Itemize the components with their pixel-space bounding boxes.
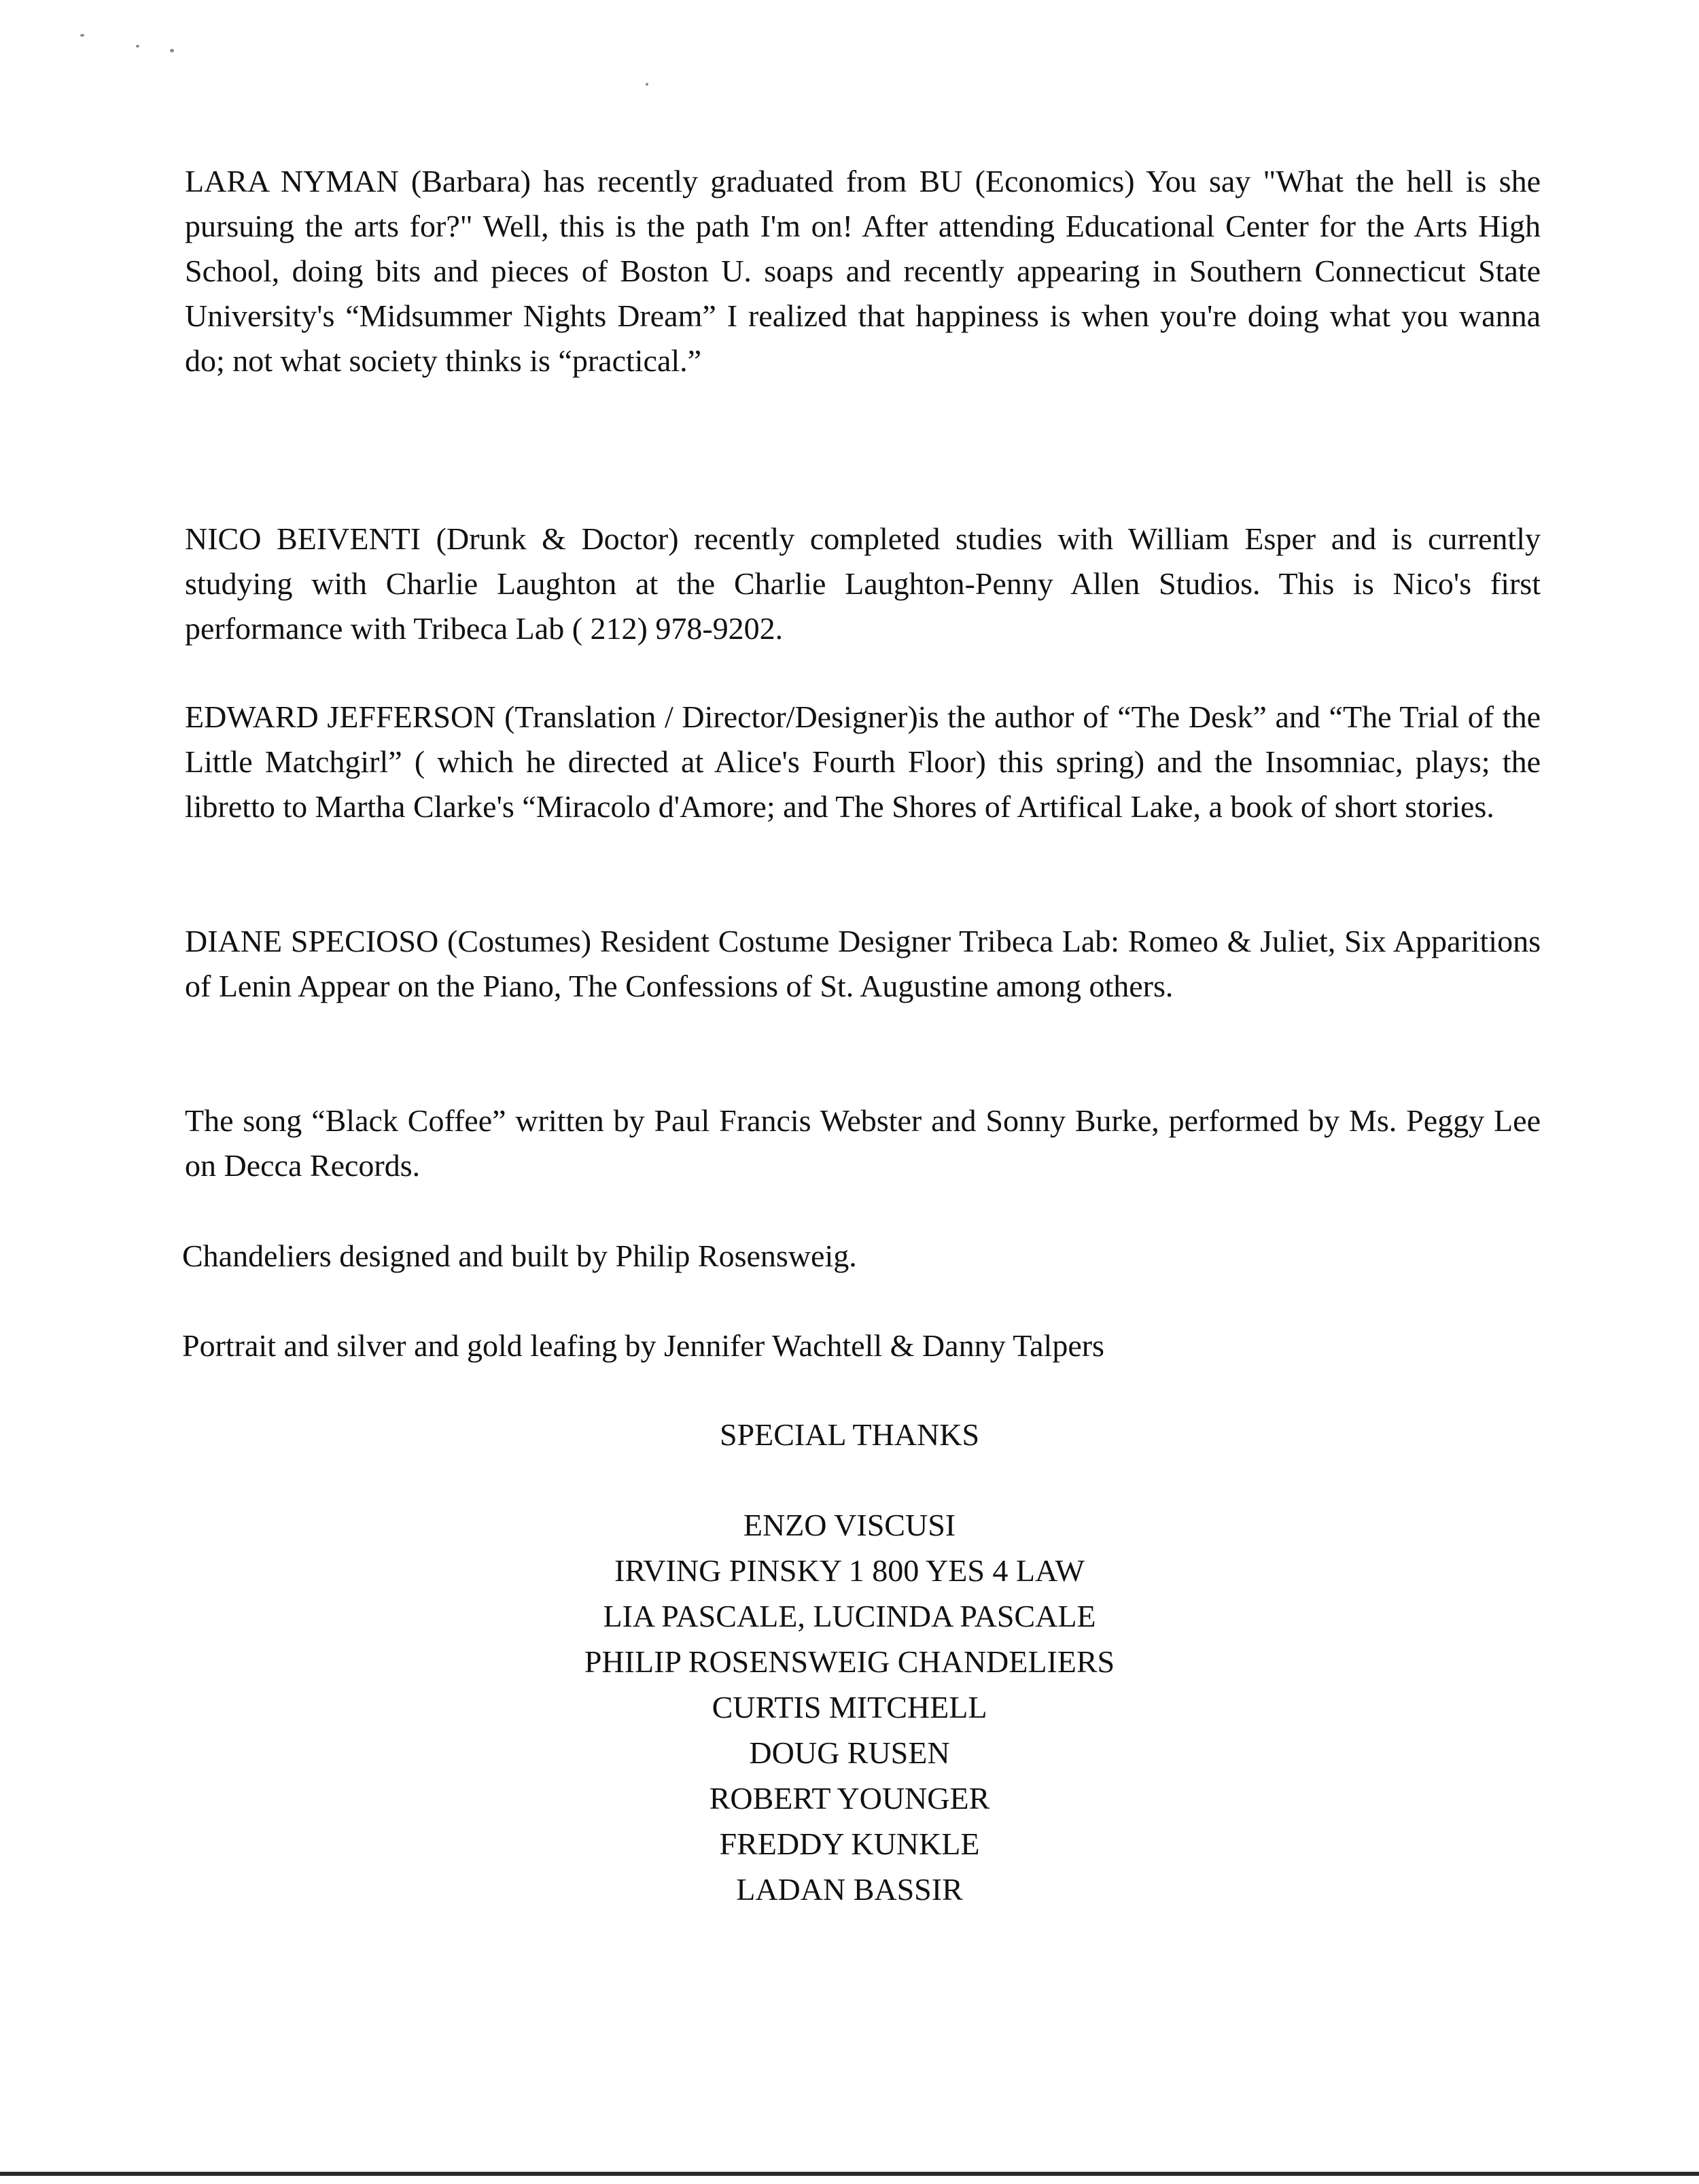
thanks-name: LADAN BASSIR <box>736 1872 963 1907</box>
bio-edward-jefferson: EDWARD JEFFERSON (Translation / Director/Designer)is the author of “The Desk” and “The Trial of the Little Matchgirl” ( which he directed at Alice's Fourth Floor) this spring) and the Insomniac, plays; the libretto to Martha Clarke's “Miracolo d'Amore; and The Shores of Artifical Lake, a book of short stories. <box>185 699 1541 824</box>
scan-speck <box>80 34 84 37</box>
bio-diane-specioso: DIANE SPECIOSO (Costumes) Resident Costume Designer Tribeca Lab: Romeo & Juliet, Six Apparitions of Lenin Appear on the Piano, The Confessions of St. Augustine among others. <box>185 924 1541 1003</box>
thanks-name: PHILIP ROSENSWEIG CHANDELIERS <box>584 1644 1115 1679</box>
credit-portrait: Portrait and silver and gold leafing by Jennifer Wachtell & Danny Talpers <box>182 1328 1104 1363</box>
thanks-name: ROBERT YOUNGER <box>709 1781 990 1816</box>
thanks-name: IRVING PINSKY 1 800 YES 4 LAW <box>614 1553 1085 1588</box>
special-thanks-list <box>0 1502 1699 1912</box>
scan-speck <box>646 83 648 86</box>
thanks-name: FREDDY KUNKLE <box>719 1826 980 1861</box>
credit-black-coffee: The song “Black Coffee” written by Paul Francis Webster and Sonny Burke, performed by Ms. Peggy Lee on Decca Records. <box>185 1103 1541 1183</box>
scan-speck <box>170 49 174 52</box>
scan-speck <box>136 45 139 48</box>
credit-chandeliers: Chandeliers designed and built by Philip Rosensweig. <box>182 1238 857 1273</box>
bio-nico-beiventi: NICO BEIVENTI (Drunk & Doctor) recently completed studies with William Esper and is currently studying with Charlie Laughton at the Charlie Laughton-Penny Allen Studios. This is Nico's first performance with Tribeca Lab ( 212) 978-9202. <box>185 521 1541 646</box>
thanks-name: LIA PASCALE, LUCINDA PASCALE <box>603 1599 1096 1633</box>
special-thanks-title: SPECIAL THANKS <box>719 1417 980 1452</box>
thanks-name: ENZO VISCUSI <box>743 1508 956 1542</box>
scan-edge-line <box>0 2172 1699 2176</box>
bio-lara-nyman: LARA NYMAN (Barbara) has recently graduated from BU (Economics) You say "What the hell is she pursuing the arts for?" Well, this is the path I'm on! After attending Educational Center for the Arts High School, doing bits and pieces of Boston U. soaps and recently appearing in Southern Connecticut State University's “Midsummer Nights Dream” I realized that happiness is when you're doing what you wanna do; not what society thinks is “practical.” <box>185 164 1541 378</box>
thanks-name: DOUG RUSEN <box>749 1735 950 1770</box>
thanks-name: CURTIS MITCHELL <box>712 1690 987 1724</box>
